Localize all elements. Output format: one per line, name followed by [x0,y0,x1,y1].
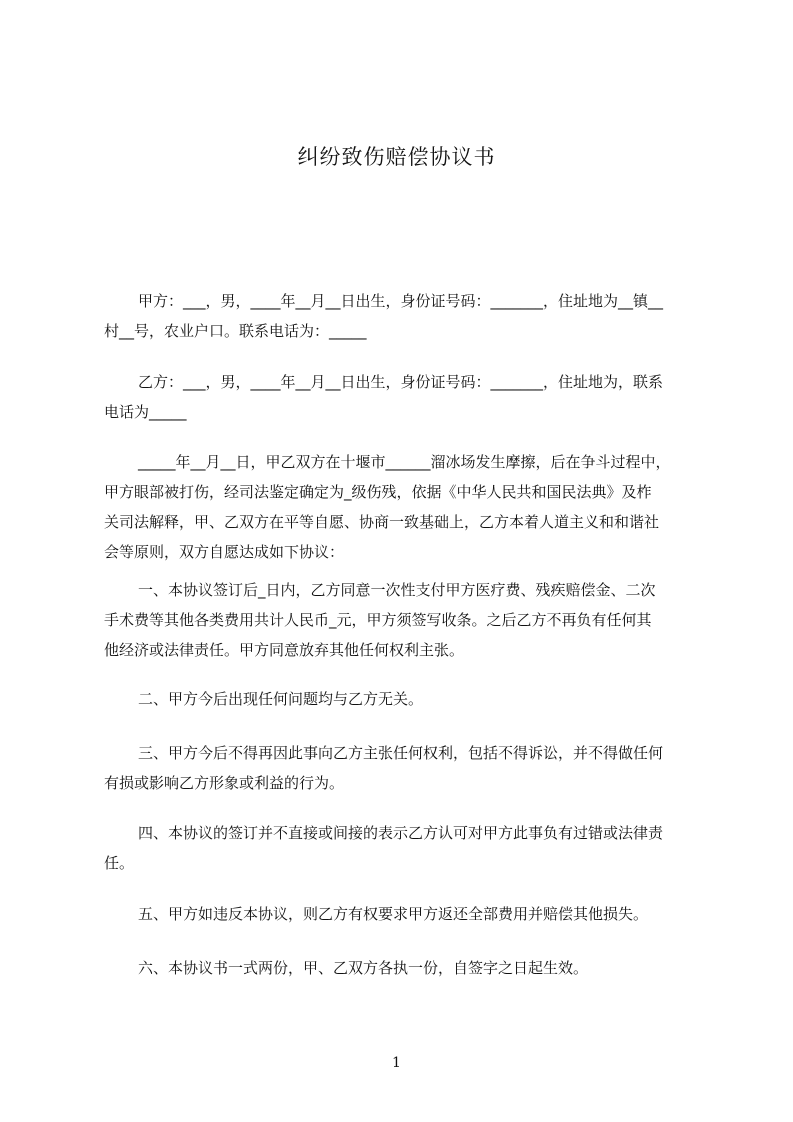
paragraph-line: 电话为_____ [104,403,187,421]
clause-2 [104,684,700,714]
paragraph-line: 会等原则，双方自愿达成如下协议： [104,543,345,561]
paragraph-line: 六、本协议书一式两份，甲、乙双方各执一份，自签字之日起生效。 [138,959,589,977]
paragraph-line: 村__号，农业户口。联系电话为：_____ [104,322,367,340]
document-title: 纠纷致伤赔偿协议书 [297,145,496,169]
paragraph-line: 五、甲方如违反本协议，则乙方有权要求甲方返还全部费用并赔偿其他损失。 [138,905,649,923]
clause-6 [104,953,700,983]
paragraph-line: 任。 [104,854,135,872]
background-paragraph [104,447,700,567]
paragraph-line: 三、甲方今后不得再因此事向乙方主张任何权利，包括不得诉讼，并不得做任何 [138,744,664,762]
paragraph-line: _____年__月__日，甲乙双方在十堰市______溜冰场发生摩擦，后在争斗过程中， [138,453,671,471]
clause-5 [104,899,700,929]
party-a-paragraph [104,286,700,346]
paragraph-line: 一、本协议签订后_日内，乙方同意一次性支付甲方医疗费、残疾赔偿金、二次 [138,581,656,599]
party-b-paragraph [104,367,700,427]
clause-1 [104,575,700,665]
paragraph-line: 关司法解释，甲、乙双方在平等自愿、协商一致基础上，乙方本着人道主义和和谐社 [104,513,660,531]
clause-4 [104,818,700,878]
paragraph-line: 他经济或法律责任。甲方同意放弃其他任何权利主张。 [104,641,465,659]
paragraph-line: 甲方眼部被打伤，经司法鉴定确定为_级伤残，依据《中华人民共和国民法典》及柞 [104,483,652,501]
paragraph-line: 甲方：___，男，____年__月__日出生，身份证号码：_______，住址地为__镇__ [138,292,664,310]
paragraph-line: 二、甲方今后出现任何问题均与乙方无关。 [138,690,424,708]
paragraph-line: 手术费等其他各类费用共计人民币_元，甲方须签写收条。之后乙方不再负有任何其 [104,611,652,629]
paragraph-line: 有损或影响乙方形象或利益的行为。 [104,774,345,792]
paragraph-line: 乙方：___，男，____年__月__日出生，身份证号码：_______，住址地为，联系 [138,373,664,391]
clause-3 [104,738,700,798]
paragraph-line: 四、本协议的签订并不直接或间接的表示乙方认可对甲方此事负有过错或法律责 [138,824,664,842]
page-number: 1 [392,1055,401,1071]
